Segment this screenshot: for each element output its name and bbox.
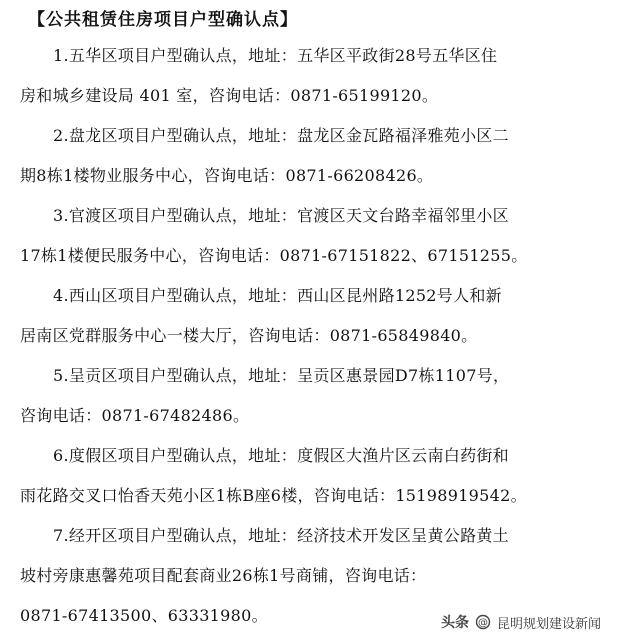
section-heading: 【公共租赁住房项目户型确认点】 <box>28 10 298 30</box>
list-item-panlong <box>20 116 601 196</box>
list-item-guandu <box>20 196 601 276</box>
entry-line: 2.盘龙区项目户型确认点，地址：盘龙区金瓦路福泽雅苑小区二 <box>53 126 509 145</box>
entry-line: 6.度假区项目户型确认点，地址：度假区大渔片区云南白药街和 <box>53 446 509 465</box>
entry-line: 7.经开区项目户型确认点，地址：经济技术开发区呈黄公路黄土 <box>53 526 509 545</box>
list-item-dujia <box>20 436 601 516</box>
entry-line: 居南区党群服务中心一楼大厅，咨询电话：0871-65849840。 <box>20 326 478 345</box>
entry-line: 0871-67413500、63331980。 <box>20 606 268 625</box>
entry-line: 坡村旁康惠馨苑项目配套商业26栋1号商铺，咨询电话： <box>20 566 427 585</box>
entry-line: 雨花路交叉口怡香天苑小区1栋B座6楼，咨询电话：15198919542。 <box>20 486 527 505</box>
entry-line: 3.官渡区项目户型确认点，地址：官渡区天文台路幸福邻里小区 <box>53 206 509 225</box>
entry-line: 期8栋1楼物业服务中心，咨询电话：0871-66208426。 <box>20 166 434 185</box>
at-symbol: @ <box>477 617 488 629</box>
watermark-account: 昆明规划建设新闻 <box>496 616 601 632</box>
list-item-chenggong <box>20 356 601 436</box>
list-item-wuhua <box>20 36 601 116</box>
entry-line: 房和城乡建设局 401 室，咨询电话：0871-65199120。 <box>20 86 439 105</box>
entry-line: 17栋1楼便民服务中心，咨询电话：0871-67151822、67151255。 <box>20 246 528 265</box>
entry-line: 咨询电话：0871-67482486。 <box>20 406 250 425</box>
entry-line: 4.西山区项目户型确认点，地址：西山区昆州路1252号人和新 <box>53 286 502 305</box>
at-icon <box>475 614 491 630</box>
toutiao-logo: 头条 <box>440 615 469 631</box>
entry-line: 5.呈贡区项目户型确认点，地址：呈贡区惠景园D7栋1107号， <box>53 366 510 385</box>
list-item-xishan <box>20 276 601 356</box>
watermark <box>437 610 605 634</box>
entry-line: 1.五华区项目户型确认点，地址：五华区平政街28号五华区住 <box>53 46 498 65</box>
